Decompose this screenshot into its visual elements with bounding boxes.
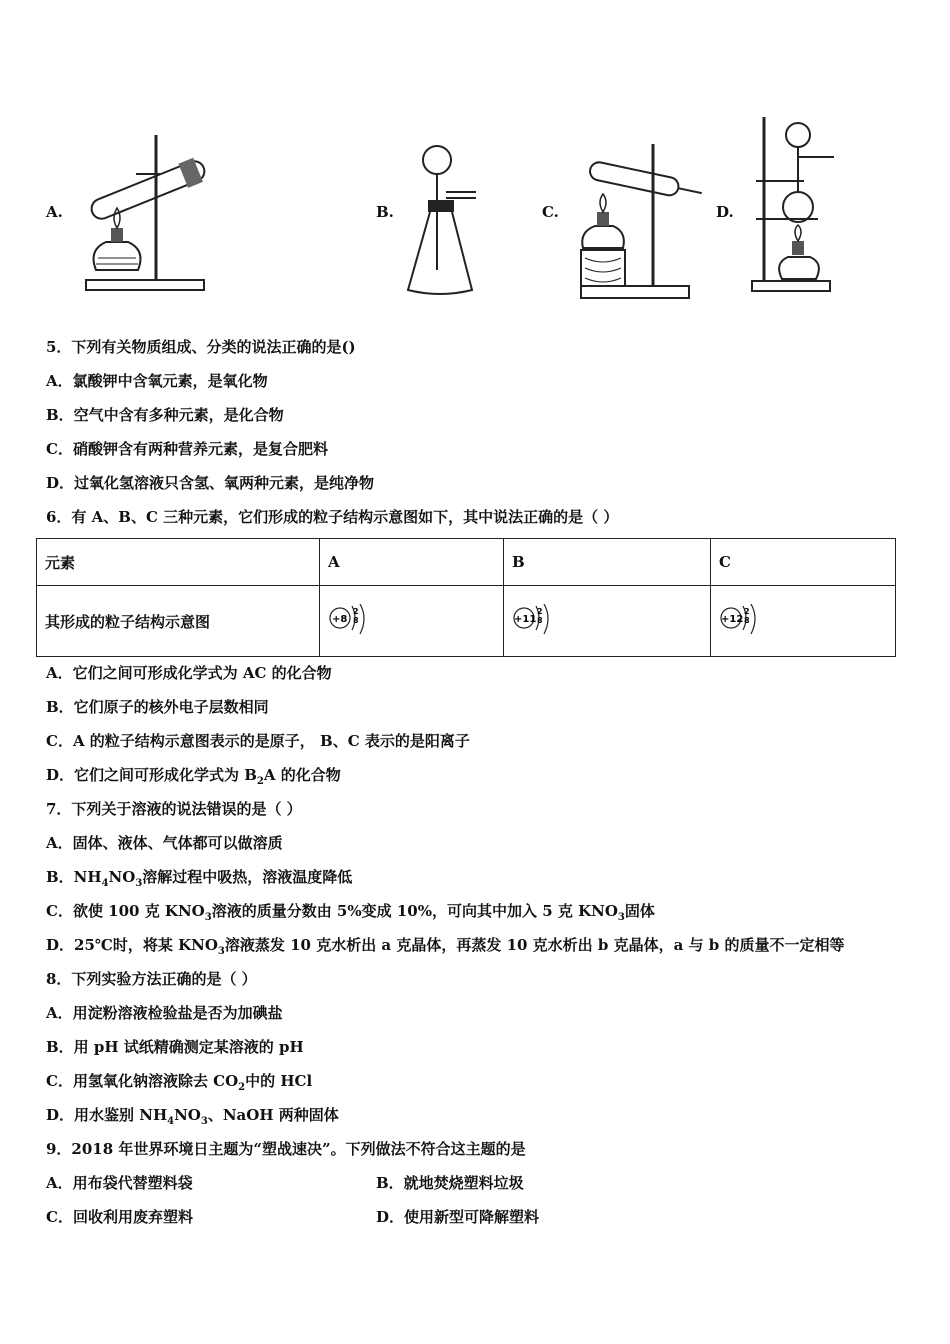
atom-diagram-a-icon bbox=[328, 604, 376, 638]
q7-stem: 7．下列关于溶液的说法错误的是（ ） bbox=[46, 800, 302, 818]
table-header-c: C bbox=[711, 539, 896, 586]
atom-c-shell-1: 2 bbox=[744, 607, 750, 616]
q5-stem: 5．下列有关物质组成、分类的说法正确的是() bbox=[46, 338, 356, 356]
q4-option-c-label[interactable]: C. bbox=[542, 203, 559, 221]
table-cell-b bbox=[504, 586, 711, 657]
q7-option-a[interactable]: A．固体、液体、气体都可以做溶质 bbox=[46, 834, 283, 852]
q6-option-c[interactable]: C．A 的粒子结构示意图表示的是原子， B、C 表示的是阳离子 bbox=[46, 732, 470, 750]
apparatus-b-conical-flask-funnel-icon bbox=[400, 140, 480, 300]
atom-c-nucleus: +12 bbox=[721, 614, 744, 625]
atom-c-shell-2: 8 bbox=[744, 616, 750, 625]
q8-option-c[interactable]: C．用氢氧化钠溶液除去 $CO_2$中的 HCl bbox=[46, 1072, 313, 1093]
q8-option-a[interactable]: A．用淀粉溶液检验盐是否为加碘盐 bbox=[46, 1004, 283, 1022]
q4-option-b-label[interactable]: B. bbox=[376, 203, 394, 221]
q9-option-d[interactable]: D．使用新型可降解塑料 bbox=[376, 1208, 540, 1226]
apparatus-d-distillation-setup-icon bbox=[748, 115, 838, 295]
q9-stem: 9．2018 年世界环境日主题为“塑战速决”。下列做法不符合这主题的是 bbox=[46, 1140, 526, 1158]
q6-option-a[interactable]: A．它们之间可形成化学式为 AC 的化合物 bbox=[46, 664, 332, 682]
atom-diagram-c-icon bbox=[719, 604, 767, 638]
apparatus-a-heating-test-tube-icon bbox=[78, 130, 218, 295]
q7-option-d[interactable]: D．25℃时，将某 $KNO_3$溶液蒸发 10 克水析出 a 克晶体，再蒸发 10 克水析出 b 克晶体，a 与 b 的质量不一定相等 bbox=[46, 936, 845, 957]
q7-option-b[interactable]: B．$NH_4NO_3$溶解过程中吸热，溶液温度降低 bbox=[46, 868, 353, 889]
atom-a-nucleus: +8 bbox=[332, 614, 348, 625]
atom-a-shell-1: 2 bbox=[353, 607, 359, 616]
q8-stem: 8．下列实验方法正确的是（ ） bbox=[46, 970, 257, 988]
table-row-label: 其形成的粒子结构示意图 bbox=[37, 586, 320, 657]
atom-b-nucleus: +11 bbox=[514, 614, 537, 625]
q6-option-b[interactable]: B．它们原子的核外电子层数相同 bbox=[46, 698, 269, 716]
q4-option-d-label[interactable]: D. bbox=[716, 203, 734, 221]
q9-option-b[interactable]: B．就地焚烧塑料垃圾 bbox=[376, 1174, 524, 1192]
q8-option-d[interactable]: D．用水鉴别 $NH_4NO_3$、NaOH 两种固体 bbox=[46, 1106, 339, 1127]
q5-option-d[interactable]: D．过氧化氢溶液只含氢、氧两种元素，是纯净物 bbox=[46, 474, 375, 492]
q6-stem: 6．有 A、B、C 三种元素，它们形成的粒子结构示意图如下，其中说法正确的是（ ） bbox=[46, 508, 619, 526]
table-cell-c bbox=[711, 586, 896, 657]
atom-b-shell-2: 8 bbox=[537, 616, 543, 625]
atom-a-shell-2: 8 bbox=[353, 616, 359, 625]
element-structure-table bbox=[36, 538, 896, 657]
table-header-b: B bbox=[504, 539, 711, 586]
table-header-element: 元素 bbox=[37, 539, 320, 586]
q4-option-a-label[interactable]: A. bbox=[46, 203, 63, 221]
q6-option-d[interactable]: D．它们之间可形成化学式为 $B_2A$ 的化合物 bbox=[46, 766, 341, 787]
q9-option-a[interactable]: A．用布袋代替塑料袋 bbox=[46, 1174, 193, 1192]
q9-option-c[interactable]: C．回收利用废弃塑料 bbox=[46, 1208, 193, 1226]
atom-b-shell-1: 2 bbox=[537, 607, 543, 616]
q5-option-a[interactable]: A．氯酸钾中含氧元素，是氧化物 bbox=[46, 372, 268, 390]
table-cell-a bbox=[320, 586, 504, 657]
q5-option-b[interactable]: B．空气中含有多种元素，是化合物 bbox=[46, 406, 284, 424]
apparatus-c-solid-heating-icon bbox=[575, 140, 705, 300]
q5-option-c[interactable]: C．硝酸钾含有两种营养元素，是复合肥料 bbox=[46, 440, 328, 458]
q7-option-c[interactable]: C．欲使 100 克 $KNO_3$溶液的质量分数由 5%变成 10%，可向其中加入 5 克 $KNO_3$固体 bbox=[46, 902, 655, 923]
atom-diagram-b-icon bbox=[512, 604, 560, 638]
table-header-a: A bbox=[320, 539, 504, 586]
q8-option-b[interactable]: B．用 pH 试纸精确测定某溶液的 pH bbox=[46, 1038, 304, 1056]
